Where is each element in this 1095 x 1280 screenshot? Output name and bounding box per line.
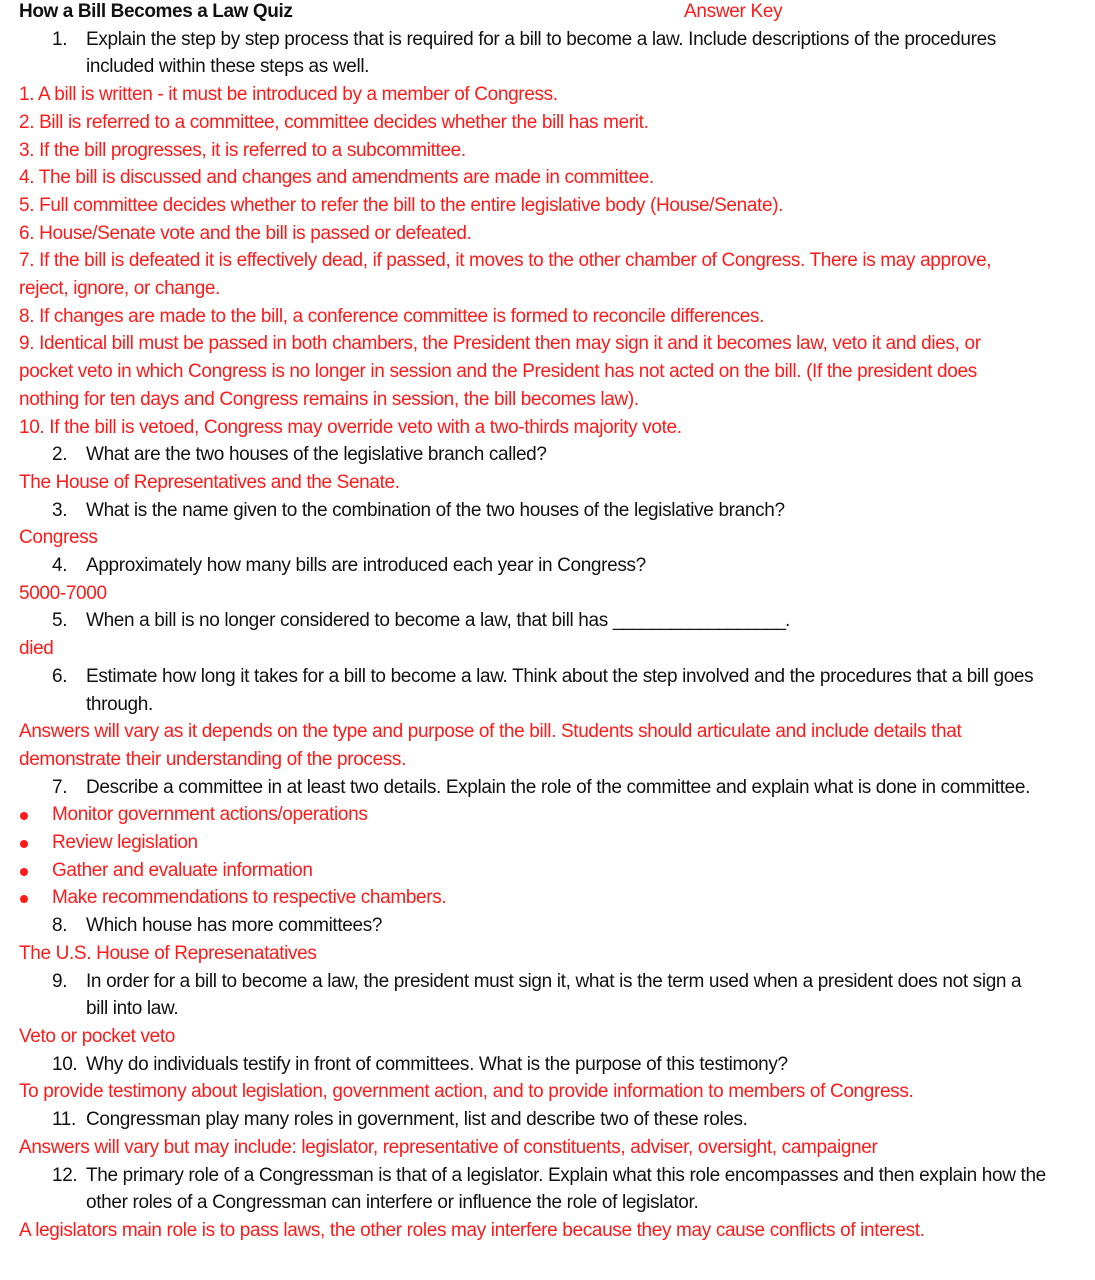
bullet-icon: [20, 812, 28, 820]
question-text: When a bill is no longer considered to become a law, that bill has: [86, 610, 613, 632]
bullet-icon: [20, 868, 28, 876]
bullet-answer: [0, 884, 1095, 912]
question-3: [0, 497, 1046, 525]
question-number: 8.: [52, 915, 68, 937]
question-text: In order for a bill to become a law, the president must sign it, what is the term used when a president does not sign a bill into law.: [86, 970, 1022, 1020]
question-8: [0, 912, 1046, 940]
question-number: 4.: [52, 555, 68, 577]
question-number: 11.: [52, 1109, 76, 1131]
question-text: The primary role of a Congressman is that of a legislator. Explain what this role encompasses and then explain how the other roles of a Congressman can interfere or influence the role of legislator.: [86, 1164, 1046, 1214]
bullet-answer: [0, 857, 1095, 885]
answer-text: 6. House/Senate vote and the bill is passed or defeated.: [19, 222, 472, 244]
answer-text: Congress: [19, 527, 98, 549]
answer-text: A legislators main role is to pass laws, the other roles may interfere because they may cause conflicts of interest.: [19, 1219, 925, 1241]
answer-text: The House of Representatives and the Senate.: [19, 471, 400, 493]
question-number: 9.: [52, 970, 68, 992]
answer-text: The U.S. House of Represenatatives: [19, 942, 317, 964]
question-number: 5.: [52, 610, 68, 632]
answer-key-label: Answer Key: [684, 1, 783, 22]
answer-text: Answers will vary as it depends on the type and purpose of the bill. Students should articulate and include details that demonstrate their understanding of the process.: [19, 721, 962, 770]
answer-text: 2. Bill is referred to a committee, committee decides whether the bill has merit.: [19, 111, 649, 133]
answer-text: To provide testimony about legislation, government action, and to provide information to members of Congress.: [19, 1081, 914, 1103]
question-text: What is the name given to the combination of the two houses of the legislative branch?: [86, 499, 785, 521]
answer-text: died: [19, 638, 54, 660]
bullet-answer: [0, 801, 1095, 829]
question-10: [0, 1051, 1046, 1079]
answer-text: Answers will vary but may include: legislator, representative of constituents, adviser, oversight, campaigner: [19, 1136, 878, 1158]
answer-text: 8. If changes are made to the bill, a conference committee is formed to reconcile differences.: [19, 305, 765, 327]
answer-text: 9. Identical bill must be passed in both chambers, the President then may sign it and it becomes law, veto it and dies, or pocket veto in which Congress is no longer in session and the President has not acted on the bill. (If the president does nothing for ten days and Congress remains in session, the bill becomes law).: [19, 333, 981, 410]
question-text: Approximately how many bills are introduced each year in Congress?: [86, 555, 646, 577]
question-text: Explain the step by step process that is required for a bill to become a law. Include descriptions of the procedures included within these steps as well.: [86, 28, 996, 78]
question-4: [0, 552, 1046, 580]
question-number: 12.: [52, 1164, 78, 1186]
header: [0, 0, 1095, 26]
question-number: 1.: [52, 28, 68, 50]
question-text: Describe a committee in at least two details. Explain the role of the committee and explain what is done in committee.: [86, 776, 1031, 798]
bullet-text: Review legislation: [52, 832, 198, 854]
question-12: [0, 1162, 1046, 1217]
question-text: Which house has more committees?: [86, 915, 383, 937]
answer-blank: __________________.: [612, 610, 790, 632]
answer-text: Veto or pocket veto: [19, 1026, 176, 1047]
bullet-icon: [20, 840, 28, 848]
question-2: [0, 441, 1046, 469]
question-number: 7.: [52, 776, 68, 798]
quiz-content: [0, 26, 1095, 1245]
bullet-answer: [0, 829, 1095, 857]
question-text: Why do individuals testify in front of committees. What is the purpose of this testimony?: [86, 1053, 788, 1075]
question-number: 3.: [52, 499, 68, 521]
answer-text: 5000-7000: [19, 582, 107, 604]
answer-text: 10. If the bill is vetoed, Congress may override veto with a two-thirds majority vote.: [19, 416, 682, 438]
question-1: [0, 26, 1046, 81]
question-text: Estimate how long it takes for a bill to become a law. Think about the step involved and the procedures that a bill goes through.: [86, 665, 1034, 715]
answer-text: 4. The bill is discussed and changes and amendments are made in committee.: [19, 167, 654, 189]
question-number: 10.: [52, 1053, 78, 1075]
question-number: 2.: [52, 444, 68, 466]
bullet-text: Make recommendations to respective chambers.: [52, 887, 447, 909]
question-5: [0, 607, 1046, 635]
answer-text: 7. If the bill is defeated it is effectively dead, if passed, it moves to the other chamber of Congress. There is may approve, reject, ignore, or change.: [19, 250, 992, 300]
question-7: [0, 774, 1046, 802]
question-11: [0, 1106, 1046, 1134]
question-text: Congressman play many roles in government, list and describe two of these roles.: [86, 1109, 748, 1131]
document-title: How a Bill Becomes a Law Quiz: [19, 1, 293, 22]
answer-text: 5. Full committee decides whether to refer the bill to the entire legislative body (House/Senate).: [19, 194, 784, 216]
bullet-text: Gather and evaluate information: [52, 859, 313, 881]
bullet-text: Monitor government actions/operations: [52, 804, 368, 826]
answer-text: 1. A bill is written - it must be introduced by a member of Congress.: [19, 84, 558, 106]
answer-text: 3. If the bill progresses, it is referred to a subcommittee.: [19, 139, 466, 161]
question-text: What are the two houses of the legislative branch called?: [86, 444, 547, 466]
question-6: [0, 663, 1046, 718]
question-number: 6.: [52, 665, 68, 687]
bullet-icon: [20, 895, 28, 903]
question-9: [0, 968, 1046, 1023]
